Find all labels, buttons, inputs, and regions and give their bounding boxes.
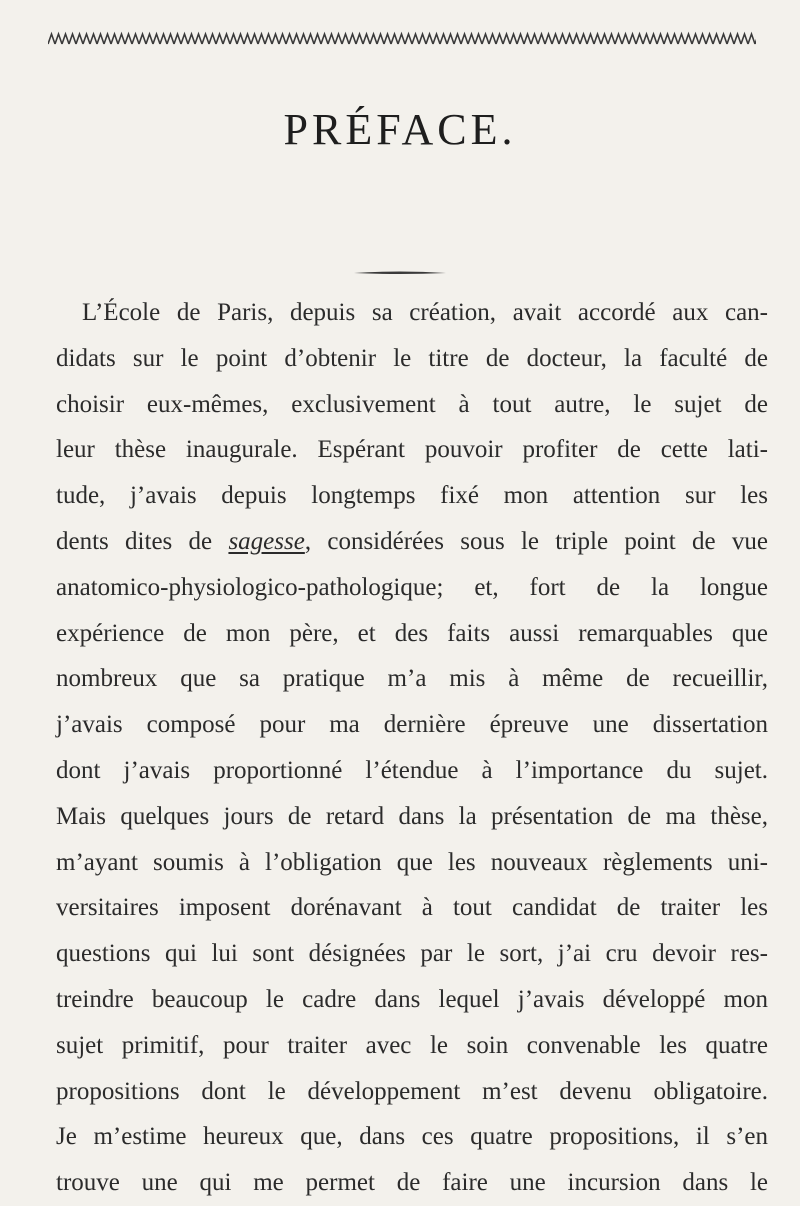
text-line: sujet primitif, pour traiter avec le soin convenable les quatre <box>56 1031 768 1059</box>
text-line: Mais quelques jours de retard dans la présentation de ma thèse, <box>56 802 768 830</box>
text-line: leur thèse inaugurale. Espérant pouvoir profiter de cette lati- <box>56 436 768 464</box>
text-line: j’avais composé pour ma dernière épreuve une dissertation <box>56 711 768 739</box>
page-title: PRÉFACE. <box>283 105 517 154</box>
text-line: propositions dont le développement m’est devenu obligatoire. <box>56 1077 768 1105</box>
text-line: Je m’estime heureux que, dans ces quatre propositions, il s’en <box>56 1123 768 1151</box>
text-line: dents dites de sagesse, considérées sous le triple point de vue <box>56 527 768 555</box>
text-line: choisir eux-mêmes, exclusivement à tout autre, le sujet de <box>56 390 768 418</box>
decorative-header-border <box>48 30 756 48</box>
text-line: questions qui lui sont désignées par le sort, j’ai cru devoir res- <box>56 940 768 968</box>
text-line: nombreux que sa pratique m’a mis à même de recueillir, <box>56 665 768 693</box>
emphasized-word: sagesse <box>228 527 305 555</box>
text-line: anatomico-physiologico-pathologique; et, fort de la longue <box>56 573 768 601</box>
title-divider-rule <box>352 269 448 277</box>
text-line: treindre beaucoup le cadre dans lequel j’avais développé mon <box>56 985 768 1013</box>
text-line: m’ayant soumis à l’obligation que les nouveaux règlements uni- <box>56 848 768 876</box>
preface-body <box>56 290 768 1206</box>
text-line: versitaires imposent dorénavant à tout candidat de traiter les <box>56 894 768 922</box>
text-line: dont j’avais proportionné l’étendue à l’importance du sujet. <box>56 756 768 784</box>
text-line: L’École de Paris, depuis sa création, avait accordé aux can- <box>82 299 768 326</box>
text-line: expérience de mon père, et des faits aussi remarquables que <box>56 619 768 647</box>
text-line: trouve une qui me permet de faire une incursion dans le <box>56 1169 768 1197</box>
text-line: tude, j’avais depuis longtemps fixé mon attention sur les <box>56 482 768 510</box>
text-line: didats sur le point d’obtenir le titre de docteur, la faculté de <box>56 344 768 372</box>
